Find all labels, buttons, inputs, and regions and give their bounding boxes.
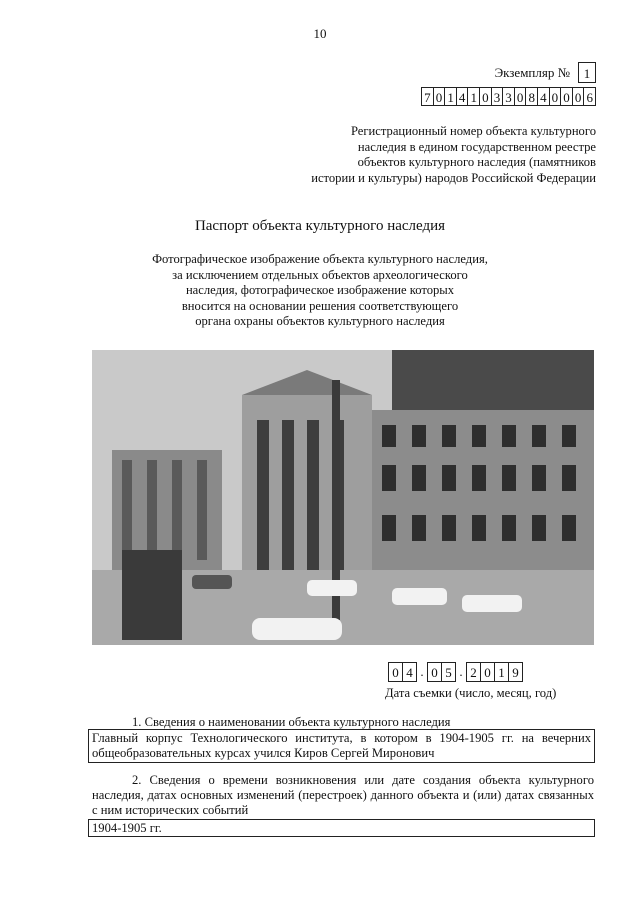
shoot-date-boxes xyxy=(388,662,523,682)
reg-digit: 0 xyxy=(479,87,492,106)
building-photo-image xyxy=(92,350,594,645)
subtitle-line: Фотографическое изображение объекта культурного наследия, xyxy=(152,252,488,266)
caption-line: объектов культурного наследия (памятников xyxy=(357,155,596,169)
date-digit: 1 xyxy=(494,662,509,682)
subtitle-line: органа охраны объектов культурного наследия xyxy=(195,314,445,328)
reg-digit: 4 xyxy=(456,87,469,106)
date-digit: 2 xyxy=(466,662,481,682)
page-title: Паспорт объекта культурного наследия xyxy=(194,218,446,234)
reg-digit: 3 xyxy=(491,87,504,106)
reg-digit: 1 xyxy=(467,87,480,106)
reg-digit: 1 xyxy=(444,87,457,106)
date-digit: 0 xyxy=(427,662,442,682)
copy-number-row xyxy=(495,62,596,83)
subtitle-line: за исключением отдельных объектов археологического xyxy=(172,267,468,282)
subtitle-line: вносится на основании решения соответствующего xyxy=(181,298,459,313)
reg-digit: 3 xyxy=(502,87,515,106)
shoot-date-caption: Дата съемки (число, месяц, год) xyxy=(385,686,557,700)
reg-digit: 0 xyxy=(514,87,527,106)
date-separator: . xyxy=(459,664,463,679)
registration-caption xyxy=(196,124,596,186)
caption-line: наследия в едином государственном реестре xyxy=(357,139,596,154)
reg-digit: 8 xyxy=(525,87,538,106)
page-number: 10 xyxy=(313,26,327,41)
section2-heading: 2. Сведения о времени возникновения или дате создания объекта культурного наследия, датах основных изменений (перестроек) данного объекта и (или) датах связанных с ним исторических событий xyxy=(92,773,594,817)
caption-line: Регистрационный номер объекта культурного xyxy=(350,124,596,138)
reg-digit: 0 xyxy=(560,87,573,106)
date-month xyxy=(427,662,456,682)
reg-digit: 4 xyxy=(537,87,550,106)
reg-digit: 0 xyxy=(572,87,585,106)
date-year xyxy=(466,662,523,682)
registration-number-boxes xyxy=(422,87,596,106)
photo-description xyxy=(120,252,520,330)
date-digit: 4 xyxy=(402,662,417,682)
date-day xyxy=(388,662,417,682)
caption-line: истории и культуры) народов Российской Федерации xyxy=(311,170,596,185)
reg-digit: 0 xyxy=(433,87,446,106)
section1-heading: 1. Сведения о наименовании объекта культурного наследия xyxy=(132,715,451,729)
section1-value: Главный корпус Технологического института, в котором в 1904-1905 гг. на вечерних общеобразовательных курсах учился Киров Сергей Миронович xyxy=(88,729,595,763)
section2-value: 1904-1905 гг. xyxy=(88,819,595,837)
copy-number-box: 1 xyxy=(578,62,596,83)
date-digit: 5 xyxy=(441,662,456,682)
reg-digit: 7 xyxy=(421,87,434,106)
building-photo xyxy=(92,350,594,645)
date-separator: . xyxy=(420,664,424,679)
reg-digit: 0 xyxy=(549,87,562,106)
subtitle-line: наследия, фотографическое изображение которых xyxy=(185,283,455,297)
copy-label: Экземпляр № xyxy=(494,64,570,80)
date-digit: 0 xyxy=(388,662,403,682)
date-digit: 9 xyxy=(508,662,523,682)
reg-digit: 6 xyxy=(583,87,596,106)
date-digit: 0 xyxy=(480,662,495,682)
